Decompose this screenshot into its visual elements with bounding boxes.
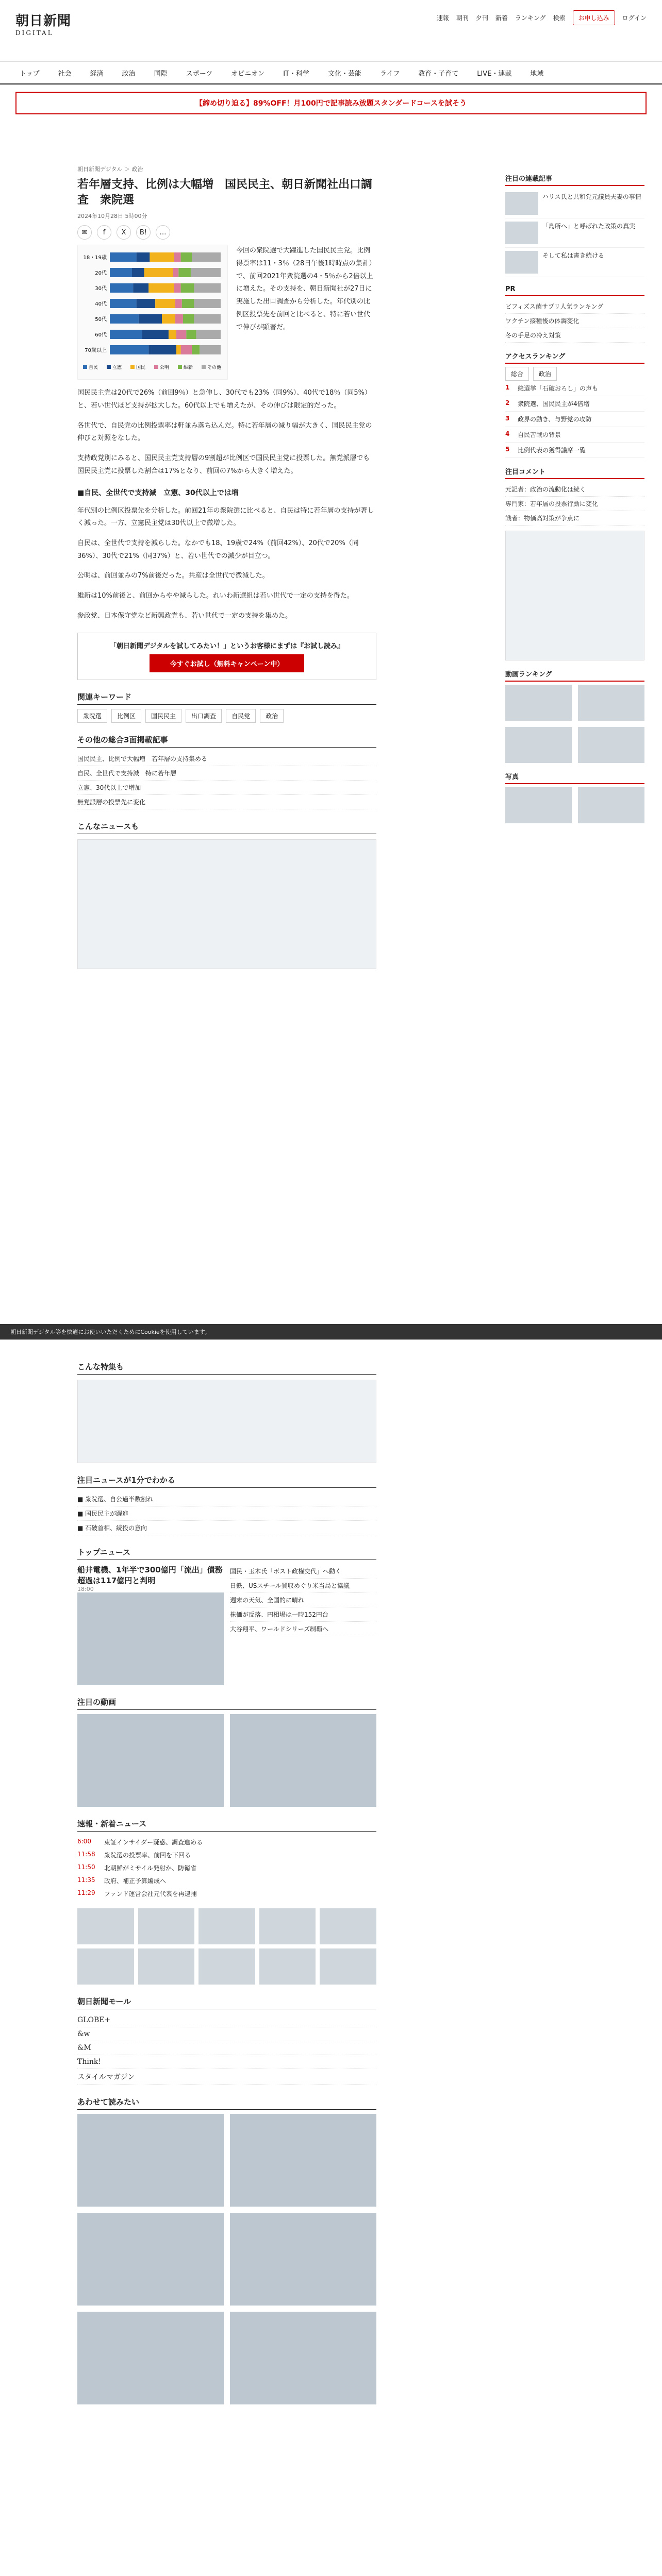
breaking-text: 東証インサイダー疑惑、調査進める	[104, 1839, 203, 1846]
util-link-breaking[interactable]: 速報	[436, 14, 449, 22]
ranking-title: 政界の動き、与野党の攻防	[518, 416, 592, 423]
chart-bar-segment	[192, 252, 221, 262]
chart-bar-segment	[200, 345, 221, 354]
nav-item-it-science[interactable]: IT・科学	[283, 70, 309, 78]
ranking-item[interactable]	[505, 427, 644, 443]
chart-bar-segment	[162, 314, 175, 324]
more-grid	[77, 2114, 376, 2404]
featured-title: 「島所へ」と呼ばれた政策の真実	[542, 223, 636, 230]
chart-legend-label: その他	[207, 365, 222, 371]
video-heading: 注目の動画	[77, 1697, 376, 1710]
chart-bar-segment	[110, 314, 139, 324]
nav-item-top[interactable]: トップ	[20, 70, 40, 78]
learn-item[interactable]: ■ 衆院選、自公過半数割れ	[77, 1492, 376, 1506]
util-link-search[interactable]: 検索	[553, 14, 566, 22]
breadcrumb[interactable]: 朝日新聞デジタル ＞ 政治	[77, 166, 143, 173]
chart-bar-segment	[148, 345, 176, 354]
pr-item[interactable]: ビフィズス菌サプリ人気ランキング	[505, 299, 644, 314]
keywords-heading: 関連キーワード	[77, 691, 376, 705]
chart-bar-segment	[132, 268, 144, 277]
chart-bar-segment	[175, 314, 183, 324]
signup-button[interactable]: お申し込み	[573, 10, 615, 25]
top-news-item[interactable]: 大谷翔平、ワールドシリーズ制覇へ	[230, 1622, 376, 1636]
chart-category-label: 50代	[95, 317, 107, 323]
chart-bar-segment	[110, 283, 133, 293]
comment-item[interactable]: 識者：物価高対策が争点に	[505, 511, 644, 526]
nav-item-opinion[interactable]: オピニオン	[231, 70, 265, 78]
pr-item[interactable]: ワクチン接種後の体調変化	[505, 314, 644, 328]
lead-title: 船井電機、1年半で300億円「流出」債務超過は117億円と判明	[77, 1565, 223, 1585]
chart-category-label: 60代	[95, 332, 107, 338]
logo-text: 朝日新聞	[15, 13, 72, 29]
video-thumb-large[interactable]	[77, 1714, 224, 1807]
special-widget[interactable]	[77, 1380, 376, 1463]
breaking-time: 6:00	[77, 1838, 91, 1845]
breaking-text: ファンド運営会社元代表を再逮捕	[104, 1890, 197, 1897]
article-figure-block	[77, 245, 376, 380]
chart-bar-segment	[182, 299, 194, 308]
brand-item[interactable]: GLOBE+	[77, 2013, 376, 2027]
nav-item-region[interactable]: 地域	[530, 70, 544, 78]
top-news-item[interactable]: 週末の天気、全国的に晴れ	[230, 1593, 376, 1607]
photo-tile[interactable]	[77, 1908, 134, 1944]
keyword-chip[interactable]: 政治	[260, 709, 284, 723]
breaking-text: 衆院選の投票率、前回を下回る	[104, 1852, 191, 1859]
chart-bar-segment	[191, 268, 221, 277]
chart-bar-segment	[181, 345, 192, 354]
share-bar	[77, 225, 376, 240]
learn-item[interactable]: ■ 国民民主が躍進	[77, 1506, 376, 1521]
article-column	[77, 165, 376, 974]
chart-bar-segment	[194, 299, 221, 308]
chart-bar-segment	[196, 330, 221, 339]
tab-ranking-overall[interactable]: 総合	[505, 367, 529, 381]
lead-photo	[77, 1592, 224, 1685]
photo-thumb[interactable]	[578, 787, 644, 823]
chart-bar-segment	[110, 330, 142, 339]
site-header	[0, 0, 662, 62]
cookie-banner[interactable]: 朝日新聞デジタル等を快適にお使いいただくためにCookieを使用しています。	[0, 1324, 662, 1340]
article-paragraph: 年代別の比例区投票先を分析した。前回21年の衆院選に比べると、自民は特に若年層の支持が著しく減った。一方、立憲民主党は30代以上で微増した。	[77, 506, 374, 528]
chart-bar-segment	[110, 299, 137, 308]
chart-category-label: 40代	[95, 301, 107, 308]
ranking-number: 4	[505, 430, 510, 437]
subscribe-cta	[77, 633, 376, 680]
ranking-title: 総選挙「石破おろし」の声も	[518, 385, 599, 392]
pr-heading: PR	[505, 285, 644, 296]
ranking-heading: アクセスランキング	[505, 351, 644, 364]
ranking-title: 自民苦戦の背景	[518, 431, 561, 438]
featured-item[interactable]	[505, 189, 644, 218]
util-link-morning[interactable]: 朝刊	[456, 14, 469, 22]
article-lead: 今回の衆院選で大躍進した国民民主党。比例得票率は11・3％（28日午後1時時点の集計）で、前回2021年衆院選の4・5％から2倍以上に増えた。その支持を、朝日新聞社が27日に実施した出口調査から分析した。年代別の比例区投票先を前回と比べると、特に若い世代で伸びが顕著だ。	[236, 247, 376, 331]
nav-item-life[interactable]: ライフ	[379, 70, 400, 78]
chart-legend-swatch	[83, 365, 87, 369]
comment-item[interactable]: 専門家：若年層の投票行動に変化	[505, 497, 644, 511]
more-photo[interactable]	[230, 2114, 376, 2207]
mall-heading: 朝日新聞モール	[77, 1996, 376, 2009]
breaking-heading: 速報・新着ニュース	[77, 1818, 376, 1832]
chart-legend-swatch	[154, 365, 158, 369]
chart-bar-segment	[183, 314, 194, 324]
sidebar-ad[interactable]	[505, 531, 644, 660]
brand-item[interactable]: &M	[77, 2041, 376, 2055]
chart-bar-segment	[155, 299, 175, 308]
logo-subtext: DIGITAL	[15, 29, 54, 37]
video-thumb[interactable]	[578, 727, 644, 763]
featured-title: そして私は書き続ける	[542, 252, 605, 259]
related-item[interactable]: 立憲、30代以上で増加	[77, 781, 376, 795]
article-title: 若年層支持、比例は大幅増 国民民主、朝日新聞社出口調査 衆院選	[77, 178, 373, 207]
featured-title: ハリス氏と共和党元議員夫妻の事情	[542, 193, 641, 200]
article-paragraph: 各世代で、自民党の比例投票率は軒並み落ち込んだ。特に若年層の減り幅が大きく、国民民主党の伸びと対照をなした。	[77, 421, 372, 443]
chart-legend-label: 維新	[184, 365, 193, 371]
chart-bar-segment	[133, 283, 148, 293]
photo-tile[interactable]	[138, 1948, 195, 1985]
top-news-grid	[77, 1564, 376, 1685]
brand-item[interactable]: Think!	[77, 2055, 376, 2069]
photo-thumb[interactable]	[505, 787, 572, 823]
nav-item-international[interactable]: 国際	[154, 70, 168, 78]
nav-item-society[interactable]: 社会	[58, 70, 72, 78]
related-item[interactable]: 自民、全世代で支持減 特に若年層	[77, 766, 376, 781]
comment-item[interactable]: 元記者：政治の流動化は続く	[505, 482, 644, 497]
chart-bar-segment	[181, 252, 192, 262]
chart-bar-segment	[176, 330, 186, 339]
ranking-number: 2	[505, 399, 510, 406]
promo-banner[interactable]: 【締め切り迫る】89%OFF！月100円で記事読み放題スタンダードコースを試そう	[15, 92, 647, 114]
more-photo[interactable]	[77, 2312, 224, 2404]
chart-bar-segment	[192, 345, 200, 354]
chart-bar-segment	[110, 268, 132, 277]
chart-category-label: 70歳以上	[85, 348, 107, 354]
cta-title: 「朝日新聞デジタルを試してみたい！」というお客様にまずは『お試し読み』	[109, 642, 344, 651]
ranking-item[interactable]	[505, 443, 644, 458]
photo-tile[interactable]	[198, 1908, 255, 1944]
breaking-item[interactable]	[77, 1849, 376, 1861]
breaking-time: 11:50	[77, 1863, 95, 1871]
keyword-chip[interactable]: 自民党	[226, 709, 256, 723]
util-link-evening[interactable]: 夕刊	[475, 14, 488, 22]
chart-bar-segment	[174, 252, 181, 262]
sidebar	[505, 165, 644, 823]
nav-item-politics[interactable]: 政治	[122, 70, 136, 78]
chart-bar-segment	[186, 330, 196, 339]
facebook-icon[interactable]: f	[97, 225, 111, 240]
featured-thumb	[505, 251, 538, 274]
breaking-item[interactable]	[77, 1836, 376, 1849]
lead-time: 18:00	[77, 1586, 94, 1592]
article-paragraph: 自民は、全世代で支持を減らした。なかでも18、19歳で24%（前回42%）、20代で20%（同36%）、30代で21%（同37%）と、若い世代での減少が目立つ。	[77, 539, 359, 560]
related-item[interactable]: 国民民主、比例で大幅増 若年層の支持集める	[77, 752, 376, 766]
photo-tile[interactable]	[259, 1948, 316, 1985]
ranking-number: 3	[505, 415, 510, 422]
article-paragraph: 国民民主党は20代で26%（前回9％）と急伸し、30代でも23%（同9%）、40代で18％（同5%）と、若い世代ほど支持が拡大した。60代以上でも増えたが、その伸びは限定的だった。	[77, 389, 371, 410]
chart-bar-segment	[169, 330, 176, 339]
related-heading: その他の総合3面掲載記事	[77, 734, 376, 748]
breaking-time: 11:29	[77, 1889, 95, 1896]
keyword-chip[interactable]: 国民民主	[145, 709, 181, 723]
more-photo[interactable]	[77, 2114, 224, 2207]
ranking-title: 衆院選、国民民主が4倍増	[518, 400, 590, 408]
comment-heading: 注目コメント	[505, 466, 644, 479]
nav-item-education[interactable]: 教育・子育て	[418, 70, 459, 78]
ranking-number: 1	[505, 384, 510, 391]
breaking-text: 北朝鮮がミサイル発射か、防衛省	[104, 1865, 197, 1872]
chart-legend-label: 自民	[89, 365, 98, 371]
util-link-new[interactable]: 新着	[495, 14, 508, 22]
top-news-item[interactable]: 株価が反落、円相場は一時152円台	[230, 1607, 376, 1622]
util-link-ranking[interactable]: ランキング	[515, 14, 546, 22]
chart-bar-segment	[174, 283, 181, 293]
top-news-list	[230, 1564, 376, 1685]
recommend-widget	[77, 839, 376, 969]
chart-legend-swatch	[130, 365, 135, 369]
chart-bar-segment	[142, 330, 169, 339]
utility-links	[437, 10, 647, 25]
chart-svg	[78, 245, 227, 379]
trial-button[interactable]: 今すぐお試し（無料キャンペーン中）	[150, 654, 305, 672]
ranking-item[interactable]	[505, 412, 644, 427]
pr-item[interactable]: 冬の手足の冷え対策	[505, 328, 644, 343]
top-news-lead[interactable]	[77, 1564, 224, 1685]
top-news-item[interactable]: 日鉄、USスチール買収めぐり米当局と協議	[230, 1579, 376, 1593]
breaking-item[interactable]	[77, 1861, 376, 1874]
site-logo[interactable]	[15, 10, 71, 37]
photo-tile[interactable]	[77, 1948, 134, 1985]
photo-heading: 写真	[505, 771, 644, 784]
tab-ranking-politics[interactable]: 政治	[533, 367, 557, 381]
breaking-text: 政府、補正予算編成へ	[104, 1877, 167, 1885]
login-button[interactable]: ログイン	[622, 14, 647, 22]
photo-tile[interactable]	[259, 1908, 316, 1944]
lower-column	[77, 1350, 376, 2404]
more-heading: あわせて読みたい	[77, 2096, 376, 2110]
photo-tile[interactable]	[198, 1948, 255, 1985]
featured-item[interactable]	[505, 248, 644, 277]
featured-thumb	[505, 192, 538, 215]
more-icon[interactable]: …	[156, 225, 170, 240]
video-grid	[505, 685, 644, 763]
keyword-chip[interactable]: 比例区	[111, 709, 141, 723]
article-paragraph: 維新は10%前後と、前回からやや減らした。れいわ新選組は若い世代で一定の支持を得た。	[77, 591, 354, 600]
video-thumb-large[interactable]	[230, 1714, 376, 1807]
chart-legend-label: 公明	[160, 365, 170, 371]
video-feature	[77, 1714, 376, 1807]
chart-bar-segment	[181, 283, 194, 293]
breaking-time: 11:58	[77, 1851, 95, 1858]
ranking-number: 5	[505, 446, 510, 453]
vote-chart	[77, 245, 228, 380]
video-thumb[interactable]	[578, 685, 644, 721]
main-nav	[0, 62, 662, 84]
photo-tile[interactable]	[320, 1908, 376, 1944]
learn-item[interactable]: ■ 石破首相、続投の意向	[77, 1521, 376, 1535]
recommend-heading: こんなニュースも	[77, 821, 376, 834]
featured-heading: 注目の連載記事	[505, 173, 644, 186]
photo-grid	[505, 787, 644, 823]
photo-tile[interactable]	[320, 1948, 376, 1985]
keyword-chips	[77, 709, 376, 723]
top-news-item[interactable]: 国民・玉木氏「ボスト政権交代」へ動く	[230, 1564, 376, 1579]
article-paragraph: 公明は、前回並みの7%前後だった。共産は全世代で微減した。	[77, 572, 269, 580]
brand-item[interactable]: &w	[77, 2027, 376, 2041]
chart-bar-segment	[173, 268, 179, 277]
chart-legend-label: 立憲	[112, 365, 122, 371]
chart-legend-swatch	[202, 365, 206, 369]
breaking-item[interactable]	[77, 1887, 376, 1900]
chart-bar-segment	[194, 283, 221, 293]
nav-item-sports[interactable]: スポーツ	[186, 70, 213, 78]
hatena-icon[interactable]: B!	[136, 225, 151, 240]
chart-bar-segment	[148, 283, 174, 293]
more-photo[interactable]	[230, 2213, 376, 2306]
brand-item[interactable]: スタイルマガジン	[77, 2069, 376, 2085]
chart-legend-swatch	[107, 365, 111, 369]
ranking-item[interactable]	[505, 381, 644, 396]
chart-bar-segment	[178, 268, 191, 277]
chart-category-label: 18・19歳	[83, 255, 107, 261]
featured-item[interactable]	[505, 218, 644, 248]
chart-bar-segment	[176, 345, 181, 354]
ranking-tabs	[505, 367, 644, 381]
top-news-heading: トップニュース	[77, 1547, 376, 1560]
keyword-chip[interactable]: 衆院選	[77, 709, 107, 723]
video-thumb[interactable]	[505, 727, 572, 763]
chart-bar-segment	[137, 299, 156, 308]
chart-bar-segment	[110, 345, 148, 354]
featured-thumb	[505, 222, 538, 244]
ranking-item[interactable]	[505, 396, 644, 412]
chart-bar-segment	[110, 252, 137, 262]
ranking-title: 比例代表の獲得議席一覧	[518, 447, 586, 454]
chart-category-label: 20代	[95, 270, 107, 277]
photo-tile[interactable]	[138, 1908, 195, 1944]
photo-tiles	[77, 1908, 376, 1985]
chart-category-label: 30代	[95, 286, 107, 292]
video-ranking-heading: 動画ランキング	[505, 669, 644, 682]
article-subheading: ■自民、全世代で支持減 立憲、30代以上では増	[77, 488, 239, 497]
more-photo[interactable]	[77, 2213, 224, 2306]
nav-item-culture[interactable]: 文化・芸能	[327, 70, 361, 78]
learn-heading: 注目ニュースが1分でわかる	[77, 1475, 376, 1488]
mail-icon[interactable]: ✉	[77, 225, 92, 240]
more-photo[interactable]	[230, 2312, 376, 2404]
chart-bar-segment	[150, 252, 174, 262]
breaking-time: 11:35	[77, 1876, 95, 1884]
breaking-item[interactable]	[77, 1874, 376, 1887]
article-paragraph: 参政党、日本保守党など新興政党も、若い世代で一定の支持を集めた。	[77, 612, 292, 620]
nav-item-economy[interactable]: 経済	[90, 70, 104, 78]
special-heading: こんな特集も	[77, 1361, 376, 1375]
related-item[interactable]: 無党派層の投票先に変化	[77, 795, 376, 809]
x-icon[interactable]: X	[117, 225, 131, 240]
article-timestamp: 2024年10月28日 5時00分	[77, 213, 147, 220]
brand-list	[77, 2013, 376, 2085]
chart-bar-segment	[144, 268, 173, 277]
chart-legend-swatch	[178, 365, 182, 369]
article-paragraph: 支持政党別にみると、国民民主党支持層の9割超が比例区で国民民主党に投票した。無党派層でも国民民主党に投票した割合は17%となり、前回の7%から大きく増えた。	[77, 454, 370, 475]
chart-bar-segment	[175, 299, 182, 308]
chart-bar-segment	[139, 314, 162, 324]
video-thumb[interactable]	[505, 685, 572, 721]
keyword-chip[interactable]: 出口調査	[186, 709, 222, 723]
chart-bar-segment	[194, 314, 221, 324]
nav-item-live[interactable]: LIVE・連載	[477, 70, 512, 78]
chart-bar-segment	[137, 252, 150, 262]
chart-legend-label: 国民	[136, 365, 146, 371]
